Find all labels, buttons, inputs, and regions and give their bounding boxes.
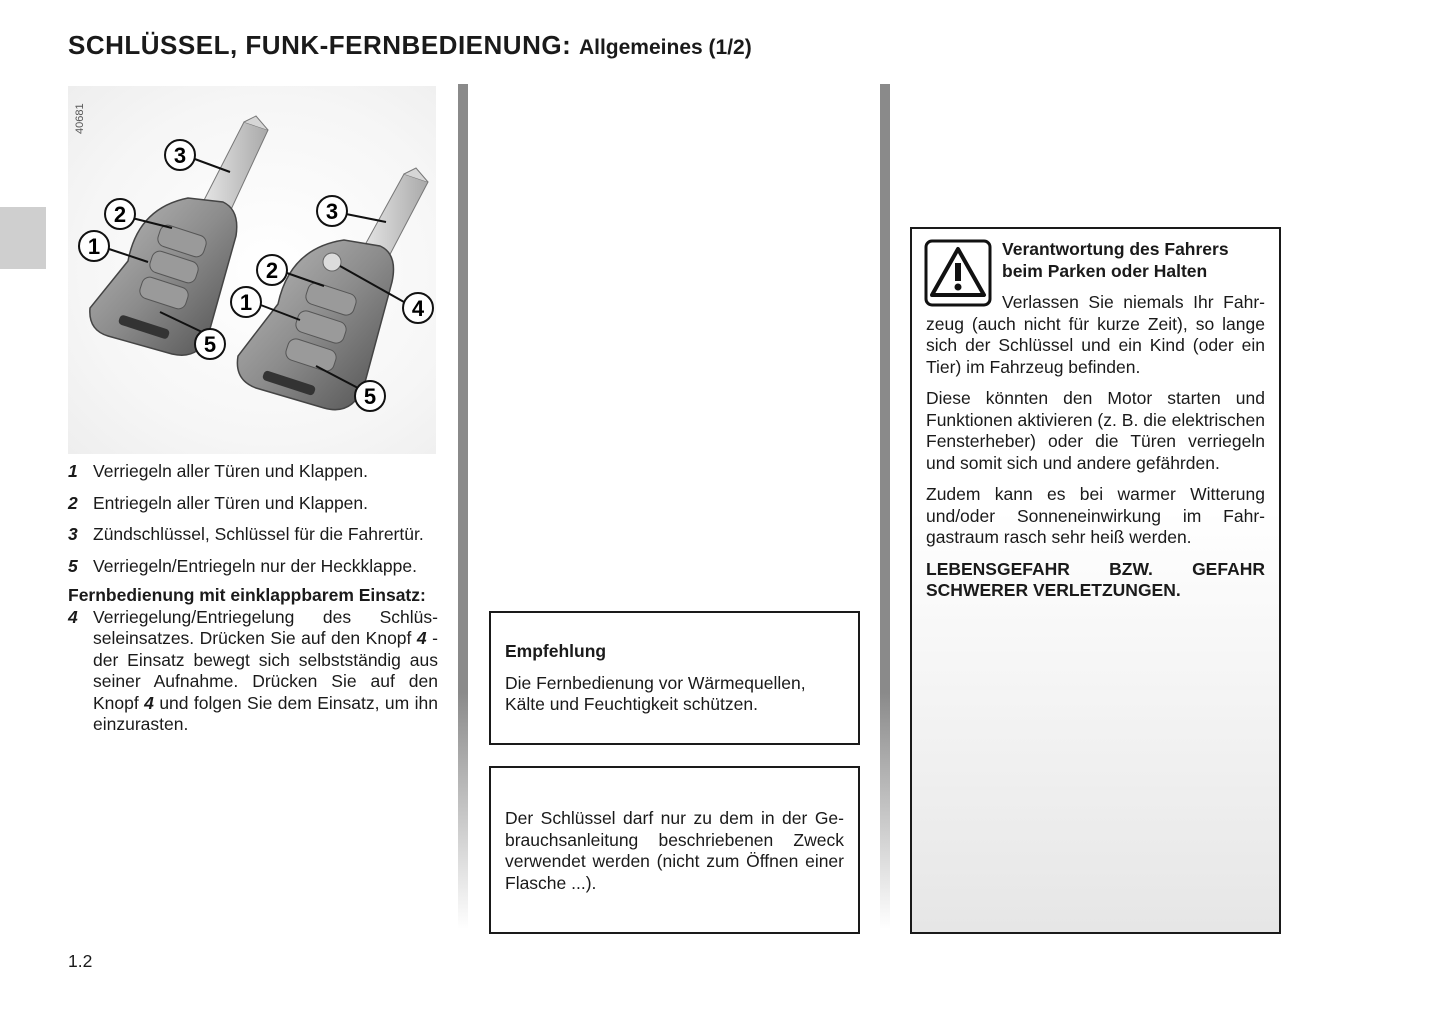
section-tab [0,207,46,269]
key-illustration [68,86,436,454]
title-sub: Allgemeines (1/2) [578,36,752,59]
warning-box [910,227,1281,934]
title-main: SCHLÜSSEL, FUNK-FERNBEDIENUNG: [68,30,572,60]
callout-5-b [355,381,385,411]
svg-text:4: 4 [411,296,425,321]
note-text: Der Schlüssel darf nur zu dem in der Gebrauchsanleitung beschriebenen Zweck verwendet werden (nicht zum Öffnen einer Flasche ...). [505,808,844,893]
note-box [489,766,860,934]
callout-1-a [79,231,109,261]
column-divider-left [458,84,468,929]
callout-1-b [231,287,261,317]
legend-subheading: Fernbedienung mit einklappbarem Einsatz: [68,585,426,605]
svg-text:1: 1 [239,290,253,315]
legend-item-1: 1 Verriegeln aller Türen und Klappen. [68,461,369,481]
warning-triangle-icon [924,239,992,307]
warning-danger: LEBENSGEFAHR BZW. GEFAHR SCHWERER VERLETZUNGEN. [926,558,1265,600]
svg-text:1: 1 [87,234,101,259]
callout-2-b [257,255,287,285]
legend-item-5: 5 Verriegeln/Entriegeln nur der Heckklappe. [68,555,417,576]
recommendation-heading: Empfehlung [505,641,607,661]
legend-item-3: 3 Zündschlüssel, Schlüssel für die Fahrertür. [68,524,424,544]
legend-item-4: 4 Verriegelung/Entriegelung des Schlüsseleinsatzes. Drücken Sie auf den Knopf 4 - der Einsatz bewegt sich selbstständig aus seiner Aufnahme. Drücken Sie auf den Knopf 4 und folgen Sie dem Einsatz, um ihn einzurasten. [68,606,438,734]
callout-3-b [317,196,347,226]
svg-text:3: 3 [173,143,187,168]
callout-4-b [403,293,433,323]
figure-code: 40681 [74,103,86,134]
column-divider-right [880,84,890,929]
svg-text:2: 2 [265,258,279,283]
page-title [68,30,752,61]
warning-paragraph-2: Diese könnten den Motor starten und Funktionen aktivieren (z. B. die elektrischen Fensterheber) oder die Türen verriegeln und somit sich und andere gefährden. [926,388,1265,473]
legend [68,461,438,736]
svg-text:3: 3 [325,199,339,224]
legend-item-2: 2 Entriegeln aller Türen und Klappen. [68,492,369,513]
callout-2-a [105,199,135,229]
warning-heading: Verantwortung des Fahrers beim Parken oder Halten [1002,239,1229,281]
svg-text:5: 5 [363,384,377,409]
recommendation-box [489,611,860,745]
warning-paragraph-1: Verlassen Sie niemals Ihr Fahrzeug (auch nicht für kurze Zeit), so lange sich der Schlüssel und ein Kind (oder ein Tier) im Fahrzeug befinden. [926,292,1265,377]
svg-text:5: 5 [203,332,217,357]
callout-3-a [165,140,195,170]
callout-5-a [195,329,225,359]
page-number: 1.2 [68,951,93,971]
key-drawing [68,86,436,454]
warning-paragraph-3: Zudem kann es bei warmer Witterung und/oder Sonneneinwirkung im Fahrgastraum rasch sehr heiß werden. [926,484,1265,547]
svg-text:2: 2 [113,202,127,227]
recommendation-text: Die Fernbedienung vor Wärmequellen, Kälte und Feuchtigkeit schützen. [505,672,806,714]
